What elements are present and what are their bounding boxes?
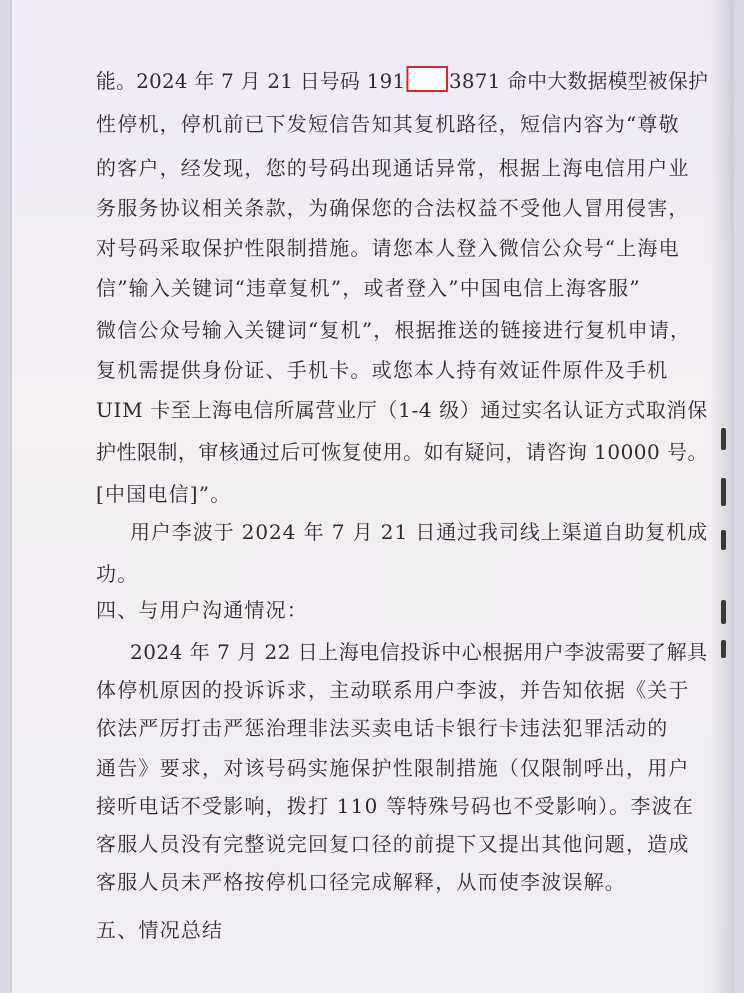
doc-line-2: 性停机，停机前已下发短信告知其复机路径，短信内容为“尊敬 — [96, 112, 680, 136]
scan-edge-mark — [721, 478, 726, 506]
doc-line-11: [中国电信]”。 — [96, 482, 232, 506]
scan-edge-mark — [721, 600, 726, 624]
scan-edge-mark — [721, 530, 726, 550]
doc-line-21: 客服人员未严格按停机口径完成解释，从而使李波误解。 — [96, 870, 626, 894]
doc-line-18: 通告》要求，对该号码实施保护性限制措施（仅限制呼出，用户 — [96, 756, 690, 780]
section-heading-4: 四、与用户沟通情况： — [96, 598, 308, 622]
doc-line-3: 的客户，经发现，您的号码出现通话异常，根据上海电信用户业 — [96, 156, 690, 180]
doc-line-1-pre: 能。2024 年 7 月 21 日号码 191 — [96, 69, 406, 93]
doc-line-13: 功。 — [96, 562, 139, 586]
doc-line-8: 复机需提供身份证、手机卡。或您本人持有效证件原件及手机 — [96, 358, 669, 382]
doc-line-1 — [96, 66, 708, 92]
doc-line-5: 对号码采取保护性限制措施。请您本人登入微信公众号“上海电 — [96, 236, 680, 260]
redaction-box — [406, 66, 448, 92]
doc-line-19: 接听电话不受影响，拨打 110 等特殊号码也不受影响）。李波在 — [96, 794, 695, 818]
doc-line-17: 依法严厉打击严惩治理非法买卖电话卡银行卡违法犯罪活动的 — [96, 716, 669, 740]
doc-line-20: 客服人员没有完整说完回复口径的前提下又提出其他问题，造成 — [96, 832, 690, 856]
scan-edge-mark — [721, 640, 726, 658]
doc-line-10: 护性限制，审核通过后可恢复使用。如有疑问，请咨询 10000 号。 — [96, 440, 708, 464]
doc-line-15: 2024 年 7 月 22 日上海电信投诉中心根据用户李波需要了解具 — [130, 640, 708, 664]
doc-line-1-post: 3871 命中大数据模型被保护 — [448, 69, 709, 93]
section-heading-5: 五、情况总结 — [96, 918, 224, 942]
doc-line-6: 信”输入关键词“违章复机”，或者登入”中国电信上海客服” — [96, 276, 641, 300]
doc-line-9: UIM 卡至上海电信所属营业厅（1-4 级）通过实名认证方式取消保 — [96, 398, 708, 422]
document-page — [12, 0, 732, 993]
doc-line-7: 微信公众号输入关键词“复机”，根据推送的链接进行复机申请， — [96, 318, 692, 342]
doc-line-12: 用户李波于 2024 年 7 月 21 日通过我司线上渠道自助复机成 — [130, 520, 709, 544]
scan-edge-mark — [721, 428, 726, 450]
doc-line-16: 体停机原因的投诉诉求，主动联系用户李波，并告知依据《关于 — [96, 678, 690, 702]
doc-line-4: 务服务协议相关条款，为确保您的合法权益不受他人冒用侵害， — [96, 196, 690, 220]
